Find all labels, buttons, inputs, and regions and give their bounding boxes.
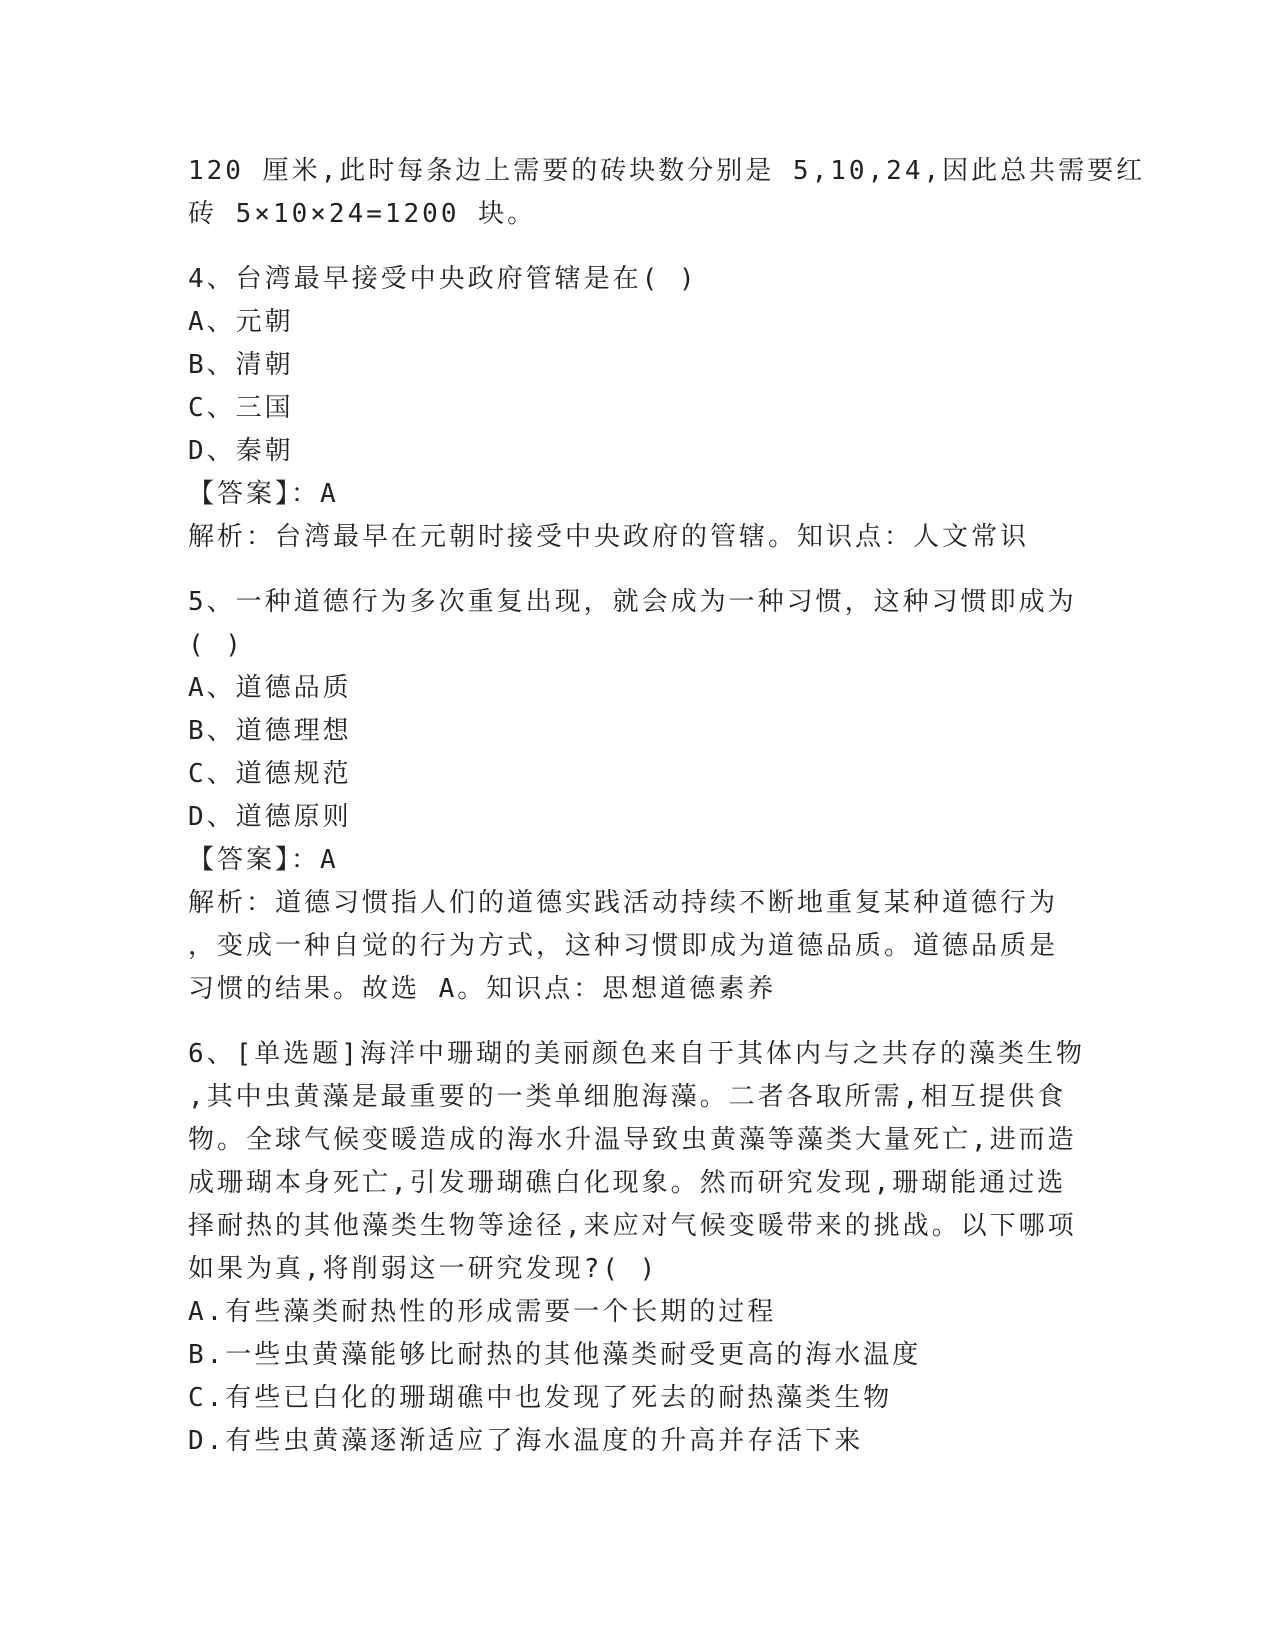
option-a: A.有些藻类耐热性的形成需要一个长期的过程 [188,1297,777,1327]
analysis-line: 解析：道德习惯指人们的道德实践活动持续不断地重复某种道德行为 [188,888,1059,918]
question-stem: 6、[单选题]海洋中珊瑚的美丽颜色来自于其体内与之共存的藻类生物 [188,1039,1085,1069]
analysis-line: ，变成一种自觉的行为方式，这种习惯即成为道德品质。道德品质是 [188,931,1059,961]
question-stem: 如果为真,将削弱这一研究发现?( ) [188,1254,659,1284]
option-c: C、道德规范 [188,759,352,789]
question-6 [188,1033,1088,1463]
option-d: D、道德原则 [188,802,352,832]
question-stem: 物。全球气候变暖造成的海水升温导致虫黄藻等藻类大量死亡,进而造 [188,1125,1077,1155]
document-page [188,150,1146,1463]
text-line: 砖 5×10×24=1200 块。 [188,199,537,229]
question-4 [188,258,1088,559]
option-d: D.有些虫黄藻逐渐适应了海水温度的升高并存活下来 [188,1426,864,1456]
answer-line: 【答案】：A [188,479,339,509]
answer-line: 【答案】：A [188,845,339,875]
previous-analysis-continuation [188,150,1146,236]
question-stem: 5、一种道德行为多次重复出现，就会成为一种习惯，这种习惯即成为 [188,587,1077,617]
question-5 [188,581,1088,1011]
option-c: C、三国 [188,393,294,423]
question-stem: 择耐热的其他藻类生物等途径,来应对气候变暖带来的挑战。以下哪项 [188,1211,1077,1241]
question-stem: 成珊瑚本身死亡,引发珊瑚礁白化现象。然而研究发现,珊瑚能通过选 [188,1168,1067,1198]
option-a: A、元朝 [188,307,294,337]
option-c: C.有些已白化的珊瑚礁中也发现了死去的耐热藻类生物 [188,1383,893,1413]
option-b: B.一些虫黄藻能够比耐热的其他藻类耐受更高的海水温度 [188,1340,922,1370]
option-b: B、清朝 [188,350,294,380]
analysis-line: 习惯的结果。故选 A。知识点：思想道德素养 [188,974,777,1004]
text-line: 120 厘米,此时每条边上需要的砖块数分别是 5,10,24,因此总共需要红 [188,156,1146,186]
question-stem: ( ) [188,630,244,660]
analysis-line: 解析：台湾最早在元朝时接受中央政府的管辖。知识点：人文常识 [188,522,1030,552]
question-stem: ,其中虫黄藻是最重要的一类单细胞海藻。二者各取所需,相互提供食 [188,1082,1067,1112]
option-a: A、道德品质 [188,673,352,703]
question-stem: 4、台湾最早接受中央政府管辖是在( ) [188,264,698,294]
option-b: B、道德理想 [188,716,352,746]
option-d: D、秦朝 [188,436,294,466]
